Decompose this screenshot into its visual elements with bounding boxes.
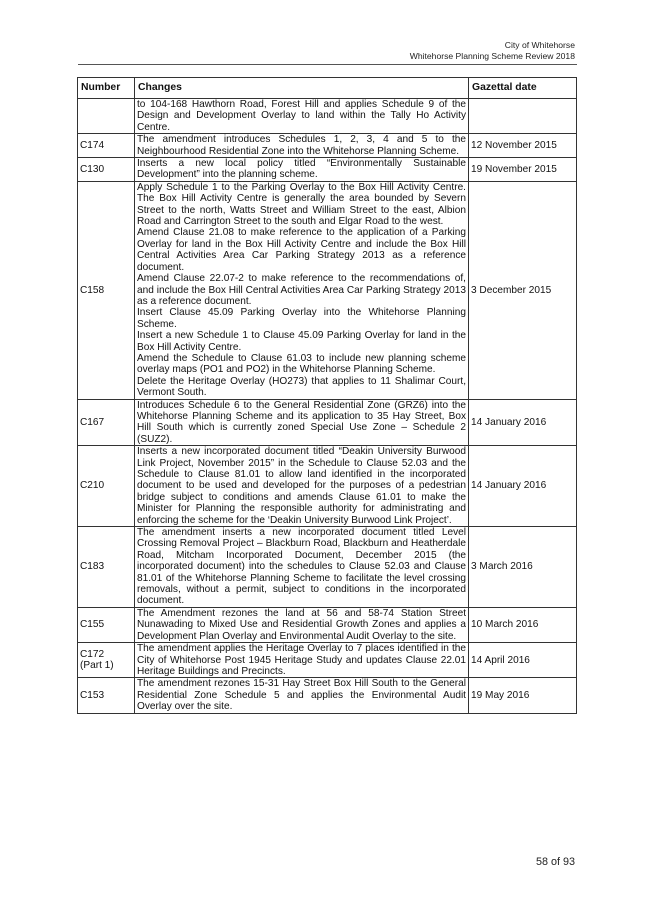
amendment-number: C167 [78, 399, 135, 446]
page-number: 58 of 93 [535, 856, 575, 868]
table-row [78, 527, 577, 608]
gazettal-date: 10 March 2016 [469, 607, 577, 642]
gazettal-date: 3 March 2016 [469, 527, 577, 608]
change-paragraph: The amendment introduces Schedules 1, 2, 3, 4 and 5 to the Neighbourhood Residential Zone into the Whitehorse Planning Scheme. [137, 134, 466, 157]
amendment-number: C183 [78, 527, 135, 608]
gazettal-date: 19 November 2015 [469, 158, 577, 182]
amendment-changes [135, 527, 469, 608]
table-row [78, 134, 577, 158]
amendment-number [78, 99, 135, 134]
amendment-changes [135, 678, 469, 713]
change-paragraph: The amendment rezones 15-31 Hay Street Box Hill South to the General Residential Zone Schedule 5 and applies the Environmental Audit Overlay over the site. [137, 678, 466, 713]
amendment-number: C153 [78, 678, 135, 713]
change-paragraph: The Amendment rezones the land at 56 and 58-74 Station Street Nunawading to Mixed Use and Residential Growth Zones and applies a Development Plan Overlay and Environmental Audit Overlay to the site. [137, 607, 466, 642]
change-paragraph: Insert Clause 45.09 Parking Overlay into the Whitehorse Planning Scheme. [137, 307, 466, 330]
gazettal-date: 3 December 2015 [469, 181, 577, 399]
gazettal-date: 12 November 2015 [469, 134, 577, 158]
change-paragraph: Amend the Schedule to Clause 61.03 to include new planning scheme overlay maps (PO1 and PO2) in the Whitehorse Planning Scheme. [137, 352, 466, 376]
amendment-number: C174 [78, 134, 135, 158]
amendments-table [77, 77, 577, 714]
amendment-changes [135, 607, 469, 642]
page-header [410, 40, 575, 62]
table-row [78, 99, 577, 134]
amendment-number: C172 (Part 1) [78, 643, 135, 678]
header-organisation: City of Whitehorse [504, 40, 575, 50]
change-paragraph: Amend Clause 21.08 to make reference to the application of a Parking Overlay for land in the Box Hill Activity Centre and include the Box Hill Central Activities Area Car Parking Strategy 2013 as a reference document. [137, 227, 466, 273]
table-header-row [78, 78, 577, 99]
change-paragraph: Apply Schedule 1 to the Parking Overlay to the Box Hill Activity Centre. The Box Hill Activity Centre is generally the area bounded by Severn Street to the north, Watts Street and William Street to the east, Albion Road and Carrington Street to the south and Elgar Road to the west. [137, 181, 466, 228]
column-header-number: Number [78, 78, 135, 99]
amendment-number: C155 [78, 607, 135, 642]
change-paragraph: The amendment applies the Heritage Overlay to 7 places identified in the City of Whitehorse Post 1945 Heritage Study and updates Clause 22.01 Heritage Buildings and Precincts. [137, 643, 466, 677]
amendment-changes [135, 399, 469, 446]
amendment-changes [135, 134, 469, 158]
amendment-number: C158 [78, 181, 135, 399]
table-row [78, 643, 577, 678]
gazettal-date [469, 99, 577, 134]
change-paragraph: Insert a new Schedule 1 to Clause 45.09 Parking Overlay for land in the Box Hill Activity Centre. [137, 330, 466, 353]
amendment-number: C130 [78, 158, 135, 182]
amendment-changes [135, 181, 469, 399]
amendment-changes [135, 643, 469, 678]
change-paragraph: Delete the Heritage Overlay (HO273) that applies to 11 Shalimar Court, Vermont South. [137, 375, 466, 399]
column-header-changes: Changes [135, 78, 469, 99]
change-paragraph: Inserts a new incorporated document titled “Deakin University Burwood Link Project, November 2015” in the Schedule to Clause 52.03 and the Schedule to Clause 81.01 to allow land identified in the incorporated document to be used and developed for the purposes of a pedestrian bridge subject to conditions and amends Clause 61.01 to make the Minister for Planning the responsible authority for administrating and enforcing the scheme for the ‘Deakin University Burwood Link Project’. [137, 446, 466, 526]
header-document-title: Whitehorse Planning Scheme Review 2018 [409, 51, 575, 61]
change-paragraph: The amendment inserts a new incorporated document titled Level Crossing Removal Project – Blackburn Road, Blackburn and Heatherdale Road, Mitcham Incorporated Document, December 2015 (the incorporated document) into the schedules to Clause 52.03 and Clause 81.01 of the Whitehorse Planning Scheme to facilitate the level crossing removals, without a permit, subject to conditions in the incorporated document. [137, 527, 466, 607]
amendment-changes [135, 446, 469, 527]
table-row [78, 158, 577, 182]
gazettal-date: 14 January 2016 [469, 399, 577, 446]
amendment-number: C210 [78, 446, 135, 527]
change-paragraph: Inserts a new local policy titled “Environmentally Sustainable Development” into the planning scheme. [137, 158, 466, 181]
table-row [78, 181, 577, 399]
column-header-gazettal-date: Gazettal date [469, 78, 577, 99]
table-row [78, 607, 577, 642]
gazettal-date: 19 May 2016 [469, 678, 577, 713]
amendment-changes [135, 158, 469, 182]
table-row [78, 678, 577, 713]
change-paragraph: Amend Clause 22.07-2 to make reference to the recommendations of, and include the Box Hill Central Activities Area Car Parking Strategy 2013 as a reference document. [137, 273, 466, 307]
change-paragraph: Introduces Schedule 6 to the General Residential Zone (GRZ6) into the Whitehorse Planning Scheme and its application to 35 Hay Street, Box Hill South which is currently zoned Special Use Zone – Schedule 2 (SUZ2). [137, 399, 466, 445]
gazettal-date: 14 April 2016 [469, 643, 577, 678]
table-row [78, 446, 577, 527]
amendment-changes [135, 99, 469, 134]
table-row [78, 399, 577, 446]
header-divider [78, 64, 577, 65]
change-paragraph: to 104-168 Hawthorn Road, Forest Hill and applies Schedule 9 of the Design and Development Overlay to land within the Tally Ho Activity Centre. [137, 99, 466, 133]
gazettal-date: 14 January 2016 [469, 446, 577, 527]
